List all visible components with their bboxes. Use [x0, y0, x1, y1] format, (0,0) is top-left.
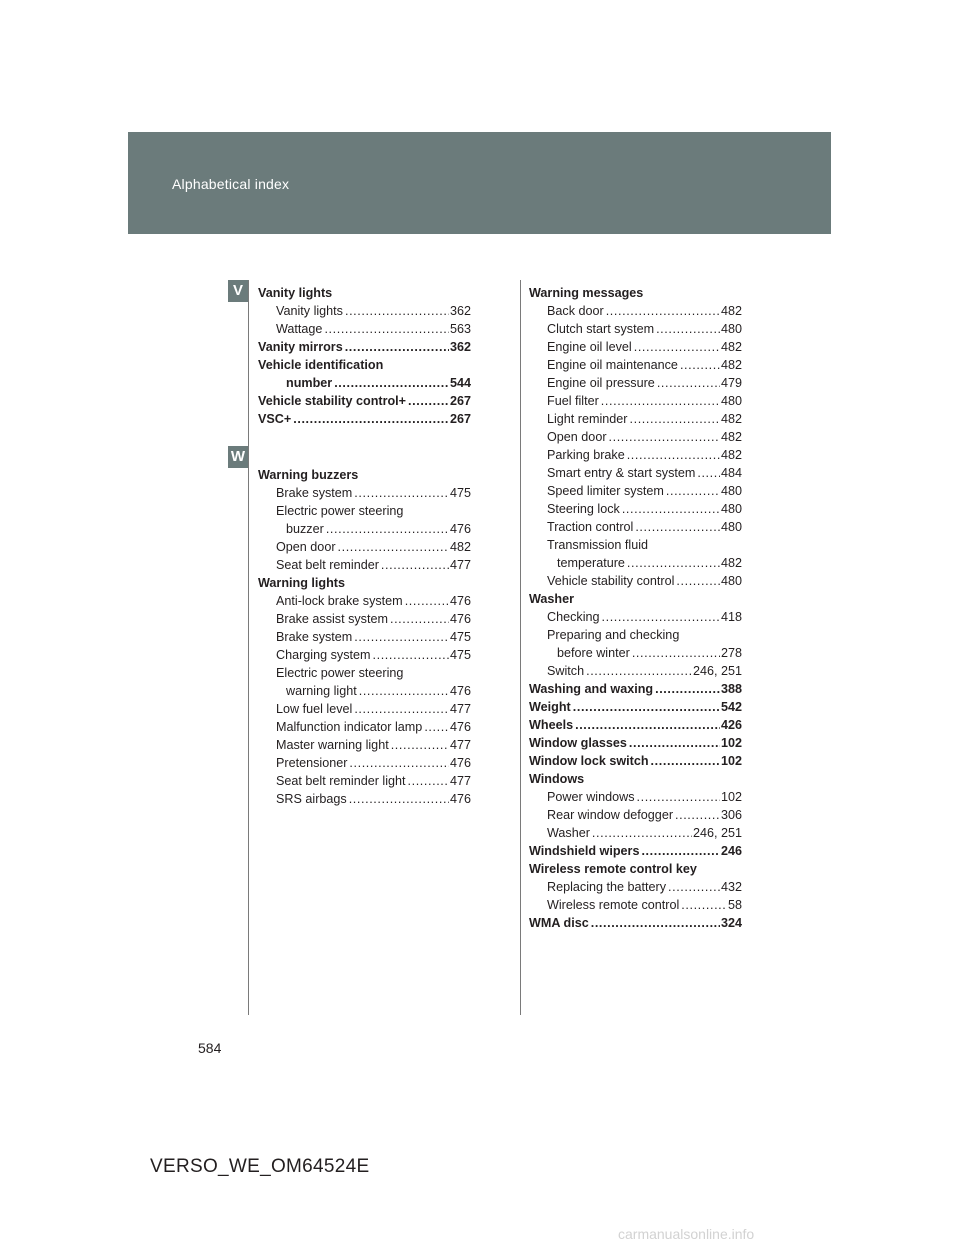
index-entry	[529, 554, 742, 572]
index-entry	[529, 302, 742, 320]
index-entry-term: Window lock switch	[529, 754, 649, 768]
index-entry-page: 476	[449, 612, 471, 626]
index-entry-term: Vanity lights	[276, 304, 343, 318]
index-entry	[529, 518, 742, 536]
index-entry-term: Open door	[547, 430, 607, 444]
index-entry-term: Warning buzzers	[258, 468, 359, 482]
dot-leader	[627, 446, 720, 464]
index-entry	[529, 914, 742, 932]
index-entry	[529, 428, 742, 446]
dot-leader	[324, 320, 449, 338]
index-entry-page: 476	[449, 522, 471, 536]
index-entry	[529, 500, 742, 518]
index-entry	[258, 320, 471, 338]
index-entry-term: Traction control	[547, 520, 634, 534]
index-entry-term: Windshield wipers	[529, 844, 640, 858]
index-entry-term: Wireless remote control	[547, 898, 680, 912]
dot-leader	[675, 806, 720, 824]
index-entry-term: Window glasses	[529, 736, 627, 750]
index-entry-term: Speed limiter system	[547, 484, 664, 498]
index-entry-term: Pretensioner	[276, 756, 348, 770]
index-entry-term: Warning messages	[529, 286, 644, 300]
index-entry-term: Washer	[529, 592, 575, 606]
index-entry-page: 482	[720, 340, 742, 354]
index-entry-page: 480	[720, 394, 742, 408]
index-entry	[529, 374, 742, 392]
index-entry	[258, 356, 471, 374]
index-entry-term: VSC+	[258, 412, 292, 426]
index-entry	[529, 680, 742, 698]
dot-leader	[635, 518, 720, 536]
index-entry-term: Warning lights	[258, 576, 345, 590]
index-entry	[529, 338, 742, 356]
index-entry	[529, 896, 742, 914]
index-entry-page: 475	[449, 648, 471, 662]
index-entry-page: 432	[720, 880, 742, 894]
index-entry-page: 267	[449, 394, 471, 408]
index-entry-page: 102	[720, 754, 742, 768]
index-entry-term: Wheels	[529, 718, 574, 732]
index-entry	[529, 626, 742, 644]
index-entry-term: Power windows	[547, 790, 635, 804]
index-entry	[258, 592, 471, 610]
index-entry-term: Steering lock	[547, 502, 620, 516]
letter-tab-w: W	[228, 446, 248, 468]
index-entry-term: Checking	[547, 610, 600, 624]
index-entry-page: 102	[720, 736, 742, 750]
index-entry-term: Engine oil level	[547, 340, 632, 354]
dot-leader	[591, 914, 720, 932]
column-divider-left	[248, 280, 249, 1015]
index-entry-page: 476	[449, 684, 471, 698]
index-entry-term: Back door	[547, 304, 604, 318]
index-entry-page: 475	[449, 630, 471, 644]
dot-leader	[629, 734, 720, 752]
index-entry-page: 267	[449, 412, 471, 426]
dot-leader	[326, 520, 449, 538]
index-entry-term: Vanity lights	[258, 286, 333, 300]
index-entry	[258, 374, 471, 392]
dot-leader	[641, 842, 720, 860]
dot-leader	[632, 644, 720, 662]
dot-leader	[408, 392, 449, 410]
index-entry-term: Wireless remote control key	[529, 862, 697, 876]
index-entry-page: 482	[720, 448, 742, 462]
index-entry-term: temperature	[557, 556, 625, 570]
index-entry	[258, 718, 471, 736]
index-entry-term: Light reminder	[547, 412, 628, 426]
index-entry	[529, 482, 742, 500]
dot-leader	[697, 464, 720, 482]
index-entry	[529, 284, 742, 302]
index-entry-term: Electric power steering	[276, 666, 404, 680]
dot-leader	[601, 392, 720, 410]
index-entry-term: Electric power steering	[276, 504, 404, 518]
index-entry	[258, 466, 471, 484]
dot-leader	[424, 718, 449, 736]
index-entry-page: 484	[720, 466, 742, 480]
index-entry	[258, 538, 471, 556]
index-entry-term: Parking brake	[547, 448, 625, 462]
index-entry	[258, 484, 471, 502]
index-entry-page: 102	[720, 790, 742, 804]
spacer	[258, 447, 471, 466]
index-entry-page: 476	[449, 756, 471, 770]
index-entry	[529, 770, 742, 788]
index-entry	[529, 446, 742, 464]
dot-leader	[338, 538, 449, 556]
index-entry-page: 482	[449, 540, 471, 554]
index-entry-term: Seat belt reminder	[276, 558, 379, 572]
index-entry-term: number	[286, 376, 333, 390]
index-entry-page: 388	[720, 682, 742, 696]
index-entry-term: Switch	[547, 664, 585, 678]
dot-leader	[634, 338, 720, 356]
index-entry-term: Vehicle stability control	[547, 574, 675, 588]
index-entry	[258, 338, 471, 356]
index-entry-term: Wattage	[276, 322, 323, 336]
index-entry	[258, 574, 471, 592]
dot-leader	[349, 790, 449, 808]
index-entry	[529, 410, 742, 428]
dot-leader	[592, 824, 692, 842]
index-entry-term: Preparing and checking	[547, 628, 680, 642]
index-entry-page: 477	[449, 702, 471, 716]
index-entry-page: 362	[449, 340, 471, 354]
dot-leader	[408, 772, 449, 790]
page-header	[128, 132, 831, 234]
index-entry-page: 480	[720, 520, 742, 534]
index-entry-term: Fuel filter	[547, 394, 599, 408]
index-entry	[258, 410, 471, 428]
index-entry-page: 278	[720, 646, 742, 660]
watermark: carmanualsonline.info	[618, 1226, 755, 1242]
index-entry-page: 246	[720, 844, 742, 858]
dot-leader	[373, 646, 449, 664]
index-entry-page: 482	[720, 358, 742, 372]
dot-leader	[349, 754, 449, 772]
index-entry-page: 477	[449, 558, 471, 572]
dot-leader	[405, 592, 449, 610]
index-entry-page: 306	[720, 808, 742, 822]
dot-leader	[657, 374, 720, 392]
dot-leader	[602, 608, 720, 626]
dot-leader	[630, 410, 720, 428]
index-entry-page: 482	[720, 412, 742, 426]
index-entry-page: 477	[449, 738, 471, 752]
dot-leader	[345, 302, 449, 320]
index-entry	[529, 356, 742, 374]
dot-leader	[651, 752, 720, 770]
dot-leader	[354, 700, 449, 718]
index-entry	[258, 502, 471, 520]
dot-leader	[345, 338, 449, 356]
dot-leader	[609, 428, 720, 446]
index-entry-term: Transmission fluid	[547, 538, 649, 552]
header-title: Alphabetical index	[172, 176, 290, 192]
index-entry-term: Replacing the battery	[547, 880, 667, 894]
index-entry-page: 482	[720, 304, 742, 318]
index-entry-page: 362	[449, 304, 471, 318]
dot-leader	[334, 374, 449, 392]
index-entry	[529, 662, 742, 680]
index-entry	[258, 664, 471, 682]
index-entry	[529, 590, 742, 608]
index-entry-page: 324	[720, 916, 742, 930]
dot-leader	[680, 356, 720, 374]
index-entry	[529, 734, 742, 752]
index-entry-page: 544	[449, 376, 471, 390]
index-entry	[529, 572, 742, 590]
index-entry	[529, 716, 742, 734]
index-entry	[529, 698, 742, 716]
index-entry-term: Malfunction indicator lamp	[276, 720, 423, 734]
index-entry	[529, 464, 742, 482]
index-entry-term: Anti-lock brake system	[276, 594, 403, 608]
index-entry-term: before winter	[557, 646, 630, 660]
index-entry-term: Weight	[529, 700, 571, 714]
index-entry	[258, 682, 471, 700]
index-entry-term: Master warning light	[276, 738, 389, 752]
dot-leader	[656, 320, 720, 338]
index-entry-page: 480	[720, 502, 742, 516]
dot-leader	[293, 410, 449, 428]
index-entry-page: 418	[720, 610, 742, 624]
index-entry	[529, 752, 742, 770]
index-entry-term: Rear window defogger	[547, 808, 674, 822]
index-entry-term: Brake system	[276, 486, 353, 500]
index-entry	[529, 878, 742, 896]
index-entry-page: 479	[720, 376, 742, 390]
index-entry	[529, 842, 742, 860]
dot-leader	[655, 680, 720, 698]
dot-leader	[666, 482, 720, 500]
index-entry	[258, 736, 471, 754]
index-entry-page: 475	[449, 486, 471, 500]
index-entry-term: Charging system	[276, 648, 371, 662]
index-entry-term: WMA disc	[529, 916, 589, 930]
index-entry	[529, 608, 742, 626]
index-entry-page: 476	[449, 594, 471, 608]
index-entry-term: buzzer	[286, 522, 324, 536]
document-code: VERSO_WE_OM64524E	[150, 1156, 370, 1177]
index-entry-term: Smart entry & start system	[547, 466, 696, 480]
index-entry	[529, 536, 742, 554]
index-entry-page: 426	[720, 718, 742, 732]
index-entry	[258, 754, 471, 772]
index-entry-term: Seat belt reminder light	[276, 774, 406, 788]
dot-leader	[381, 556, 449, 574]
index-entry-term: Brake assist system	[276, 612, 388, 626]
index-entry-term: Brake system	[276, 630, 353, 644]
index-entry	[258, 302, 471, 320]
index-entry-term: Open door	[276, 540, 336, 554]
dot-leader	[586, 662, 692, 680]
dot-leader	[573, 698, 720, 716]
dot-leader	[627, 554, 720, 572]
index-entry-term: SRS airbags	[276, 792, 347, 806]
index-entry	[529, 824, 742, 842]
index-entry	[529, 644, 742, 662]
index-entry-page: 58	[727, 898, 742, 912]
index-entry	[529, 806, 742, 824]
index-entry	[258, 520, 471, 538]
index-entry	[258, 628, 471, 646]
index-entry	[258, 646, 471, 664]
dot-leader	[668, 878, 720, 896]
index-entry	[258, 790, 471, 808]
index-entry-term: Vanity mirrors	[258, 340, 343, 354]
index-entry	[529, 860, 742, 878]
index-entry	[258, 700, 471, 718]
index-entry-page: 480	[720, 322, 742, 336]
index-entry-term: Engine oil maintenance	[547, 358, 678, 372]
index-entry-term: Engine oil pressure	[547, 376, 655, 390]
index-entry-term: Clutch start system	[547, 322, 655, 336]
dot-leader	[390, 610, 449, 628]
dot-leader	[606, 302, 720, 320]
index-entry	[258, 284, 471, 302]
dot-leader	[354, 628, 449, 646]
index-entry	[258, 772, 471, 790]
index-entry	[529, 320, 742, 338]
index-entry-term: Vehicle stability control+	[258, 394, 407, 408]
index-entry	[529, 788, 742, 806]
index-entry-page: 480	[720, 484, 742, 498]
index-entry	[529, 392, 742, 410]
index-entry-term: Washer	[547, 826, 590, 840]
index-entry-page: 542	[720, 700, 742, 714]
index-entry-term: warning light	[286, 684, 357, 698]
index-entry-term: Low fuel level	[276, 702, 353, 716]
dot-leader	[391, 736, 449, 754]
dot-leader	[637, 788, 720, 806]
index-entry-term: Washing and waxing	[529, 682, 654, 696]
index-entry	[258, 610, 471, 628]
index-entry-page: 476	[449, 792, 471, 806]
dot-leader	[681, 896, 727, 914]
index-entry-term: Vehicle identification	[258, 358, 384, 372]
dot-leader	[622, 500, 720, 518]
index-entry	[258, 556, 471, 574]
page-number: 584	[198, 1040, 222, 1056]
column-divider-right	[520, 280, 521, 1015]
dot-leader	[676, 572, 720, 590]
index-entry-page: 482	[720, 430, 742, 444]
dot-leader	[354, 484, 449, 502]
index-entry	[258, 392, 471, 410]
letter-tab-v: V	[228, 280, 248, 302]
index-entry-term: Windows	[529, 772, 585, 786]
dot-leader	[575, 716, 720, 734]
dot-leader	[359, 682, 449, 700]
index-entry-page: 480	[720, 574, 742, 588]
index-entry-page: 246, 251	[692, 826, 742, 840]
index-entry-page: 477	[449, 774, 471, 788]
spacer	[258, 428, 471, 447]
index-entry-page: 482	[720, 556, 742, 570]
index-column-left	[258, 284, 471, 808]
index-entry-page: 563	[449, 322, 471, 336]
index-entry-page: 246, 251	[692, 664, 742, 678]
index-column-right	[529, 284, 742, 932]
index-entry-page: 476	[449, 720, 471, 734]
